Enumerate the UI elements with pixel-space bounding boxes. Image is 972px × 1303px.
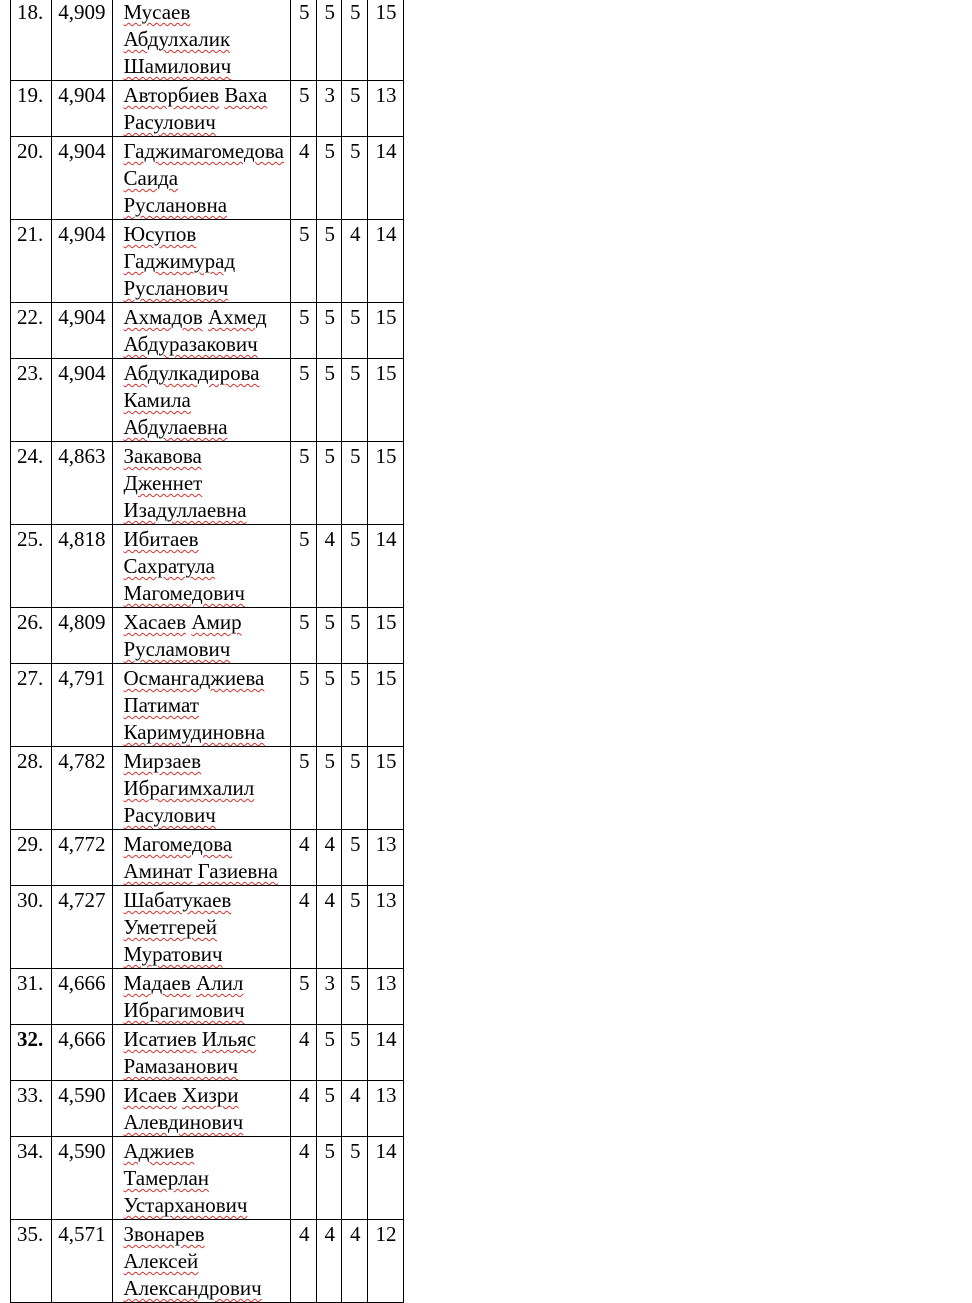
score-2-cell: 5 bbox=[316, 1137, 342, 1220]
rating-cell: 4,904 bbox=[52, 220, 112, 303]
table-row bbox=[11, 81, 404, 137]
rating-cell: 4,904 bbox=[52, 137, 112, 220]
score-3-cell: 5 bbox=[342, 303, 368, 359]
score-2-cell: 5 bbox=[316, 137, 342, 220]
score-1-cell: 4 bbox=[291, 1137, 317, 1220]
student-name-cell bbox=[112, 303, 291, 359]
name-word: Сахратула bbox=[123, 554, 215, 578]
name-word: Руслановна bbox=[123, 193, 228, 217]
score-2-cell: 5 bbox=[316, 0, 342, 81]
total-cell: 14 bbox=[367, 525, 403, 608]
row-number-cell: 23. bbox=[11, 359, 52, 442]
ranking-table bbox=[10, 0, 404, 1303]
score-1-cell: 5 bbox=[291, 747, 317, 830]
score-3-cell: 5 bbox=[342, 525, 368, 608]
row-number-cell: 18. bbox=[11, 0, 52, 81]
score-3-cell: 5 bbox=[342, 747, 368, 830]
score-2-cell: 5 bbox=[316, 1081, 342, 1137]
table-row bbox=[11, 525, 404, 608]
student-name-cell bbox=[112, 886, 291, 969]
table-row bbox=[11, 1220, 404, 1303]
row-number-cell: 19. bbox=[11, 81, 52, 137]
rating-cell: 4,772 bbox=[52, 830, 112, 886]
student-name-cell bbox=[112, 747, 291, 830]
name-word: Амир bbox=[191, 610, 242, 634]
table-row bbox=[11, 664, 404, 747]
score-3-cell: 4 bbox=[342, 220, 368, 303]
score-3-cell: 5 bbox=[342, 359, 368, 442]
score-3-cell: 5 bbox=[342, 830, 368, 886]
score-2-cell: 5 bbox=[316, 303, 342, 359]
rating-cell: 4,782 bbox=[52, 747, 112, 830]
rating-cell: 4,727 bbox=[52, 886, 112, 969]
score-3-cell: 5 bbox=[342, 0, 368, 81]
name-word: Хасаев bbox=[123, 610, 187, 634]
score-1-cell: 5 bbox=[291, 969, 317, 1025]
row-number-cell: 30. bbox=[11, 886, 52, 969]
row-number-cell: 21. bbox=[11, 220, 52, 303]
score-3-cell: 5 bbox=[342, 1137, 368, 1220]
score-2-cell: 5 bbox=[316, 220, 342, 303]
name-word: Устарханович bbox=[123, 1193, 248, 1217]
table-row bbox=[11, 137, 404, 220]
total-cell: 12 bbox=[367, 1220, 403, 1303]
table-row bbox=[11, 969, 404, 1025]
rating-cell: 4,904 bbox=[52, 359, 112, 442]
table-row bbox=[11, 1081, 404, 1137]
table-body bbox=[11, 0, 404, 1303]
student-name-cell bbox=[112, 1137, 291, 1220]
rating-cell: 4,904 bbox=[52, 81, 112, 137]
name-word: Алевдинович bbox=[123, 1110, 244, 1134]
student-name-cell bbox=[112, 137, 291, 220]
total-cell: 14 bbox=[367, 220, 403, 303]
row-number-cell: 31. bbox=[11, 969, 52, 1025]
total-cell: 14 bbox=[367, 137, 403, 220]
score-2-cell: 5 bbox=[316, 1025, 342, 1081]
name-word: Уметгерей bbox=[123, 915, 218, 939]
table-row bbox=[11, 0, 404, 81]
table-row bbox=[11, 1137, 404, 1220]
student-name-cell bbox=[112, 1025, 291, 1081]
score-1-cell: 4 bbox=[291, 1081, 317, 1137]
student-name-cell bbox=[112, 220, 291, 303]
student-name-cell bbox=[112, 608, 291, 664]
name-word: Газиевна bbox=[197, 859, 278, 883]
name-word: Мадаев bbox=[123, 971, 191, 995]
name-word: Мусаев bbox=[123, 0, 191, 24]
name-word: Шабатукаев bbox=[123, 888, 232, 912]
student-name-cell bbox=[112, 525, 291, 608]
name-word: Каримудиновна bbox=[123, 720, 265, 744]
name-word: Тамерлан bbox=[123, 1166, 209, 1190]
name-word: Ильяс bbox=[201, 1027, 257, 1051]
student-name-cell bbox=[112, 969, 291, 1025]
score-1-cell: 5 bbox=[291, 0, 317, 81]
student-name-cell bbox=[112, 0, 291, 81]
row-number-cell: 28. bbox=[11, 747, 52, 830]
score-2-cell: 5 bbox=[316, 608, 342, 664]
name-word: Ахмед bbox=[207, 305, 267, 329]
name-word: Александрович bbox=[123, 1276, 262, 1300]
name-word: Аминат bbox=[123, 859, 193, 883]
total-cell: 15 bbox=[367, 359, 403, 442]
row-number-cell: 34. bbox=[11, 1137, 52, 1220]
name-word: Алексей bbox=[123, 1249, 199, 1273]
name-word: Мирзаев bbox=[123, 749, 202, 773]
rating-cell: 4,666 bbox=[52, 1025, 112, 1081]
rating-cell: 4,571 bbox=[52, 1220, 112, 1303]
row-number-cell: 29. bbox=[11, 830, 52, 886]
name-word: Патимат bbox=[123, 693, 199, 717]
row-number-cell: 20. bbox=[11, 137, 52, 220]
table-row bbox=[11, 220, 404, 303]
name-word: Абдулкадирова bbox=[123, 361, 260, 385]
name-word: Магомедович bbox=[123, 581, 245, 605]
rating-cell: 4,863 bbox=[52, 442, 112, 525]
row-number-cell: 26. bbox=[11, 608, 52, 664]
name-word: Гаджимурад bbox=[123, 249, 236, 273]
score-2-cell: 5 bbox=[316, 747, 342, 830]
score-2-cell: 5 bbox=[316, 664, 342, 747]
name-word: Абдулхалик bbox=[123, 27, 231, 51]
row-number-cell: 24. bbox=[11, 442, 52, 525]
student-name-cell bbox=[112, 359, 291, 442]
total-cell: 15 bbox=[367, 0, 403, 81]
table-row bbox=[11, 747, 404, 830]
score-3-cell: 4 bbox=[342, 1220, 368, 1303]
name-word: Муратович bbox=[123, 942, 223, 966]
score-3-cell: 5 bbox=[342, 886, 368, 969]
name-word: Исатиев bbox=[123, 1027, 197, 1051]
total-cell: 15 bbox=[367, 442, 403, 525]
score-1-cell: 4 bbox=[291, 1220, 317, 1303]
name-word: Османгаджиева bbox=[123, 666, 265, 690]
name-word: Ибитаев bbox=[123, 527, 199, 551]
name-word: Аджиев bbox=[123, 1139, 195, 1163]
score-1-cell: 5 bbox=[291, 525, 317, 608]
score-1-cell: 5 bbox=[291, 220, 317, 303]
name-word: Алил bbox=[196, 971, 244, 995]
total-cell: 15 bbox=[367, 747, 403, 830]
score-3-cell: 5 bbox=[342, 608, 368, 664]
table-row bbox=[11, 442, 404, 525]
student-name-cell bbox=[112, 81, 291, 137]
total-cell: 15 bbox=[367, 608, 403, 664]
name-word: Исаев bbox=[123, 1083, 177, 1107]
score-1-cell: 5 bbox=[291, 81, 317, 137]
rating-cell: 4,590 bbox=[52, 1081, 112, 1137]
student-name-cell bbox=[112, 664, 291, 747]
total-cell: 13 bbox=[367, 969, 403, 1025]
score-3-cell: 5 bbox=[342, 137, 368, 220]
row-number-cell: 27. bbox=[11, 664, 52, 747]
name-word: Шамилович bbox=[123, 54, 232, 78]
name-word: Изадуллаевна bbox=[123, 498, 247, 522]
score-1-cell: 4 bbox=[291, 886, 317, 969]
name-word: Авторбиев bbox=[123, 83, 220, 107]
name-word: Ахмадов bbox=[123, 305, 203, 329]
row-number-cell: 22. bbox=[11, 303, 52, 359]
row-number-cell: 32. bbox=[11, 1025, 52, 1081]
name-word: Абдуразакович bbox=[123, 332, 258, 356]
total-cell: 14 bbox=[367, 1025, 403, 1081]
score-2-cell: 4 bbox=[316, 886, 342, 969]
total-cell: 13 bbox=[367, 886, 403, 969]
score-2-cell: 4 bbox=[316, 1220, 342, 1303]
name-word: Расулович bbox=[123, 110, 216, 134]
name-word: Гаджимагомедова bbox=[123, 139, 285, 163]
score-3-cell: 5 bbox=[342, 81, 368, 137]
row-number-cell: 33. bbox=[11, 1081, 52, 1137]
score-1-cell: 5 bbox=[291, 303, 317, 359]
score-2-cell: 4 bbox=[316, 830, 342, 886]
score-3-cell: 5 bbox=[342, 442, 368, 525]
score-2-cell: 3 bbox=[316, 969, 342, 1025]
total-cell: 15 bbox=[367, 664, 403, 747]
rating-cell: 4,904 bbox=[52, 303, 112, 359]
name-word: Камила bbox=[123, 388, 191, 412]
table-row bbox=[11, 359, 404, 442]
rating-cell: 4,666 bbox=[52, 969, 112, 1025]
name-word: Расулович bbox=[123, 803, 216, 827]
name-word: Абдулаевна bbox=[123, 415, 228, 439]
total-cell: 14 bbox=[367, 1137, 403, 1220]
score-2-cell: 3 bbox=[316, 81, 342, 137]
name-word: Дженнет bbox=[123, 471, 203, 495]
name-word: Ибрагимович bbox=[123, 998, 245, 1022]
score-3-cell: 5 bbox=[342, 969, 368, 1025]
name-word: Саида bbox=[123, 166, 179, 190]
student-name-cell bbox=[112, 1220, 291, 1303]
table-row bbox=[11, 303, 404, 359]
total-cell: 13 bbox=[367, 1081, 403, 1137]
rating-cell: 4,809 bbox=[52, 608, 112, 664]
name-word: Ваха bbox=[224, 83, 268, 107]
table-row bbox=[11, 608, 404, 664]
student-name-cell bbox=[112, 442, 291, 525]
score-3-cell: 5 bbox=[342, 664, 368, 747]
student-name-cell bbox=[112, 1081, 291, 1137]
name-word: Магомедова bbox=[123, 832, 233, 856]
rating-cell: 4,590 bbox=[52, 1137, 112, 1220]
table-row bbox=[11, 1025, 404, 1081]
score-2-cell: 4 bbox=[316, 525, 342, 608]
name-word: Юсупов bbox=[123, 222, 197, 246]
total-cell: 15 bbox=[367, 303, 403, 359]
name-word: Звонарев bbox=[123, 1222, 205, 1246]
score-2-cell: 5 bbox=[316, 359, 342, 442]
name-word: Ибрагимхалил bbox=[123, 776, 255, 800]
name-word: Рамазанович bbox=[123, 1054, 239, 1078]
score-1-cell: 5 bbox=[291, 359, 317, 442]
student-name-cell bbox=[112, 830, 291, 886]
score-1-cell: 5 bbox=[291, 608, 317, 664]
name-word: Закавова bbox=[123, 444, 202, 468]
rating-cell: 4,818 bbox=[52, 525, 112, 608]
name-word: Русламович bbox=[123, 637, 231, 661]
score-1-cell: 4 bbox=[291, 1025, 317, 1081]
table-row bbox=[11, 886, 404, 969]
score-3-cell: 5 bbox=[342, 1025, 368, 1081]
total-cell: 13 bbox=[367, 81, 403, 137]
name-word: Хизри bbox=[182, 1083, 239, 1107]
row-number-cell: 25. bbox=[11, 525, 52, 608]
table-row bbox=[11, 830, 404, 886]
score-1-cell: 5 bbox=[291, 664, 317, 747]
score-2-cell: 5 bbox=[316, 442, 342, 525]
rating-cell: 4,791 bbox=[52, 664, 112, 747]
row-number-cell: 35. bbox=[11, 1220, 52, 1303]
name-word: Русланович bbox=[123, 276, 229, 300]
score-3-cell: 4 bbox=[342, 1081, 368, 1137]
total-cell: 13 bbox=[367, 830, 403, 886]
rating-cell: 4,909 bbox=[52, 0, 112, 81]
score-1-cell: 4 bbox=[291, 137, 317, 220]
score-1-cell: 4 bbox=[291, 830, 317, 886]
score-1-cell: 5 bbox=[291, 442, 317, 525]
